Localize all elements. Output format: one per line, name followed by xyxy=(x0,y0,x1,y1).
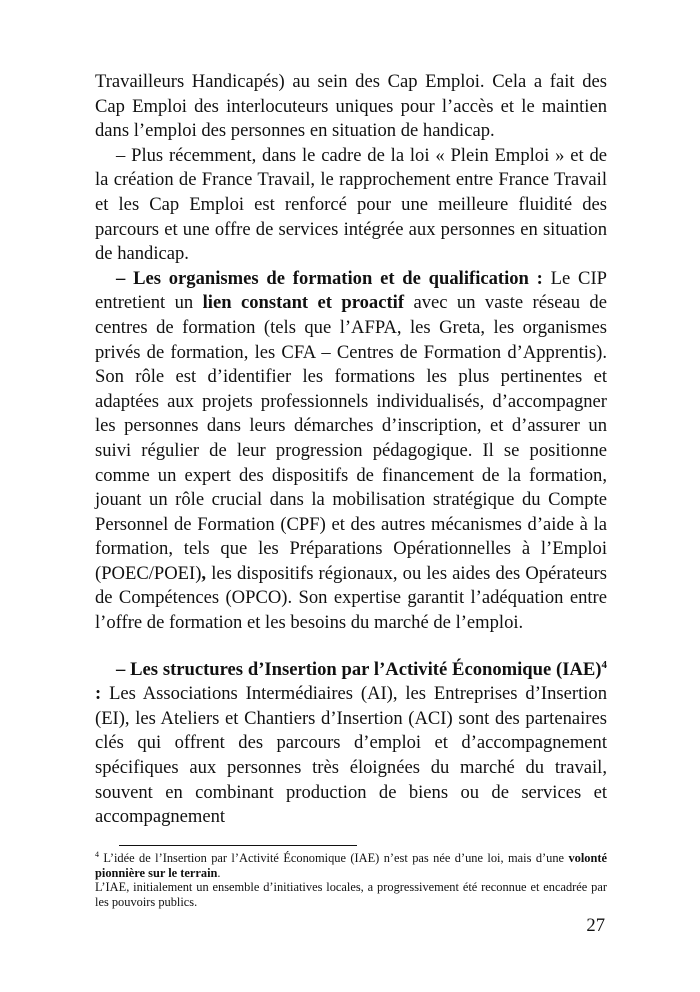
paragraph-cap-emploi: Travailleurs Handicapés) au sein des Cap Emploi. Cela a fait des Cap Emploi des interlocuteurs uniques pour l’accès et le maintien dans l’emploi des personnes en situation de handicap. xyxy=(95,71,607,142)
text-segment: Le CIP entretient un xyxy=(95,267,607,314)
paragraph-organismes-formation xyxy=(95,267,607,636)
bold-comma: , xyxy=(201,562,207,584)
page-number: 27 xyxy=(586,915,605,936)
footnote-number: 4 xyxy=(95,849,99,859)
bold-emphasis: lien constant et proactif xyxy=(202,292,405,314)
paragraph-iae xyxy=(95,658,607,830)
footnote-line: $^4$ L’idée de l’Insertion par l’Activité Économique (IAE) n’est pas née d’une loi, mais d’une volonté pionnière sur le terrain. xyxy=(95,849,607,880)
section-heading-formation: – Les organismes de formation et de qualification : xyxy=(116,267,543,289)
footnote xyxy=(95,851,607,909)
footnote-reference[interactable]: 4 xyxy=(601,658,607,671)
footnote-line-2: L’IAE, initialement un ensemble d’initiatives locales, a progressivement été reconnue et encadrée par les pouvoirs publics. xyxy=(95,880,607,909)
footnote-bold: volonté pionnière sur le terrain xyxy=(95,851,607,880)
text-segment: avec un vaste réseau de centres de formation (tels que l’AFPA, les Greta, les organismes privés de formation, les CFA – Centres de Formation d’Apprentis). Son rôle est d’identifier les formations les plus pertinentes et adaptées aux projets professionnels individualisés, d’accompagner les personnes dans leurs démarches d’inscription, et d’assurer un suivi régulier de leur progression pédagogique. Il se positionne comme un expert des dispositifs de financement de la formation, jouant un rôle crucial dans la mobilisation stratégique du Compte Personnel de Formation (CPF) et des autres mécanismes d’aide à la formation, tels que les Préparations Opérationnelles à l’Emploi (POEC/POEI) xyxy=(95,292,607,584)
heading-colon: : xyxy=(95,683,102,705)
text-segment: les dispositifs régionaux, ou les aides des Opérateurs de Compétences (OPCO). Son expertise garantit l’adéquation entre l’offre de formation et les besoins du marché de l’emploi. xyxy=(95,562,607,634)
body-text xyxy=(95,70,607,830)
section-heading-iae: – Les structures d’Insertion par l’Activité Économique (IAE) xyxy=(116,658,602,680)
paragraph-plein-emploi: – Plus récemment, dans le cadre de la loi « Plein Emploi » et de la création de France Travail, le rapprochement entre France Travail et les Cap Emploi est renforcé pour une meilleure fluidité des parcours et une offre de services intégrée aux personnes en situation de handicap. xyxy=(95,144,607,265)
footnote-divider xyxy=(119,845,357,846)
text-segment: Les Associations Intermédiaires (AI), les Entreprises d’Insertion (EI), les Ateliers et Chantiers d’Insertion (ACI) sont des partenaires clés qui offrent des parcours d’emploi et d’accompagnement spécifiques aux personnes très éloignées du marché du travail, souvent en combinant production de biens ou de services et accompagnement xyxy=(95,683,607,828)
